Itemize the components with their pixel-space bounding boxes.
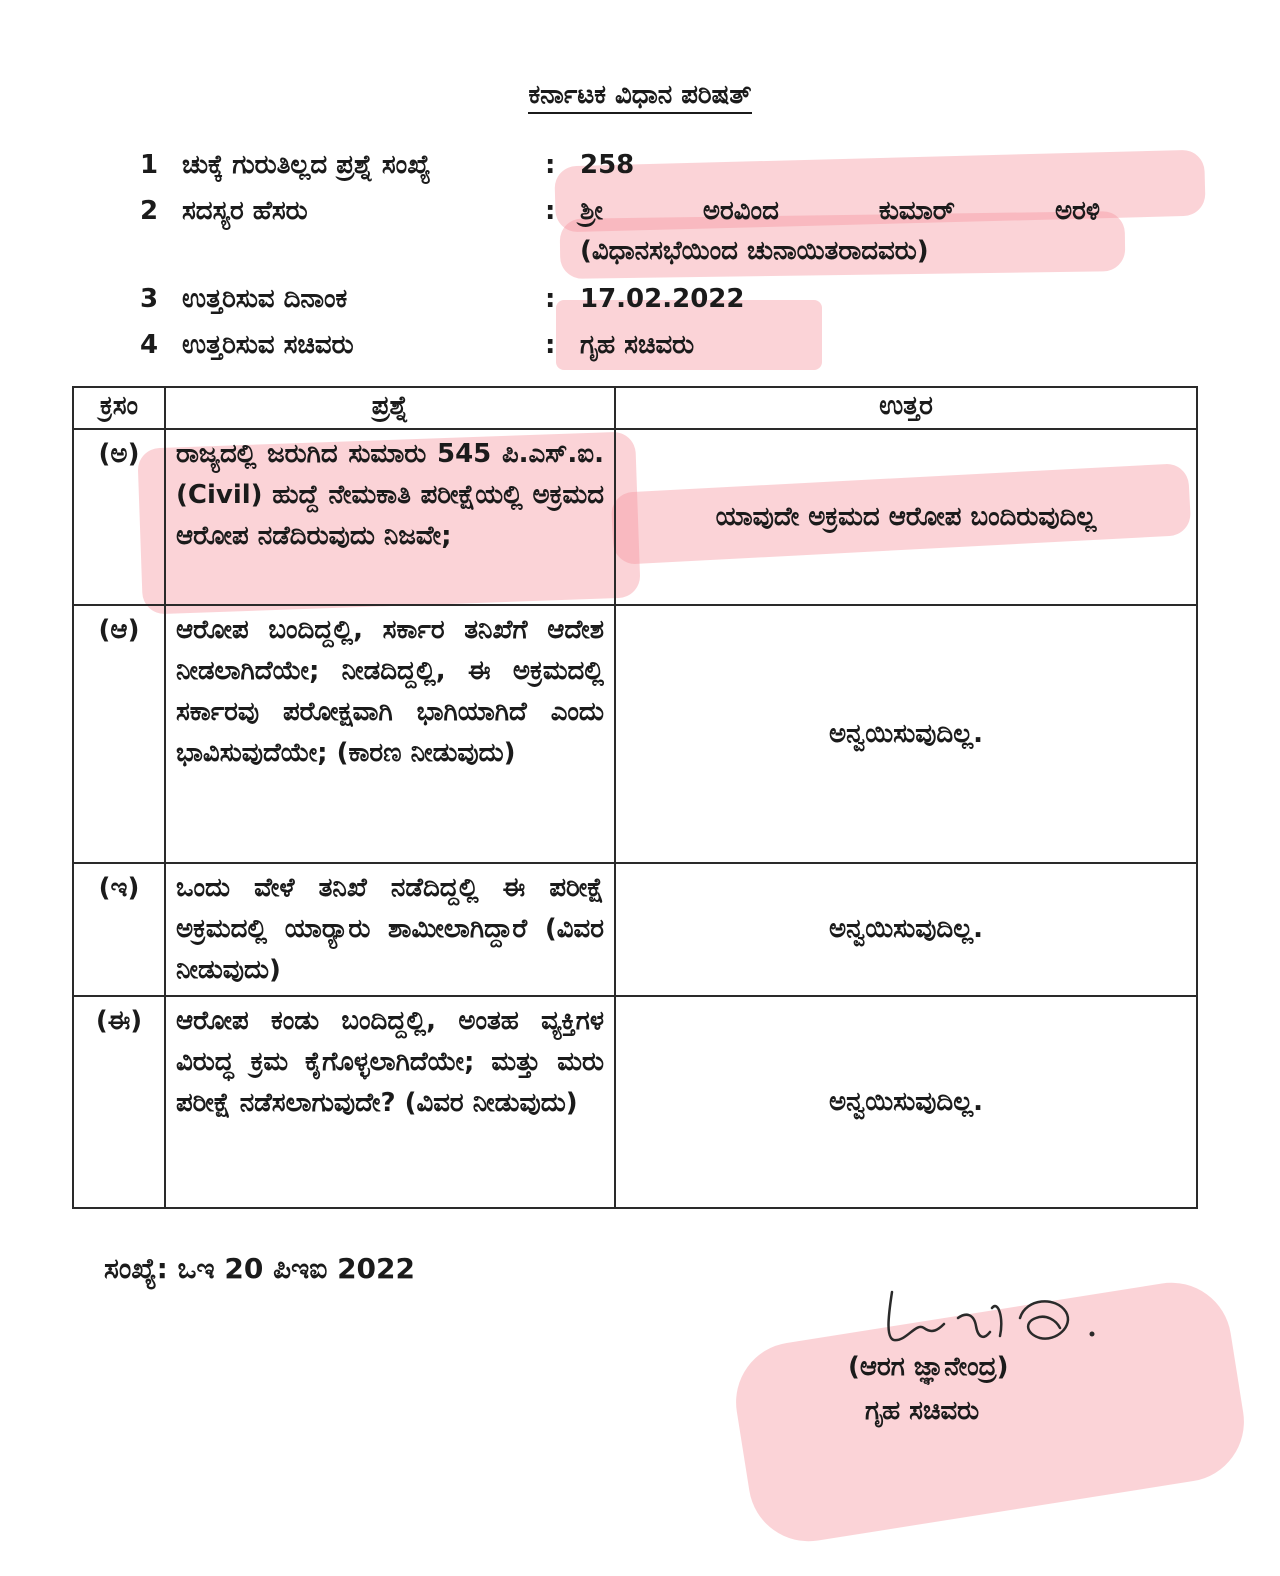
signatory-name: (ಆರಗ ಜ್ಞಾನೇಂದ್ರ) [848,1352,1009,1382]
table-header-row [73,387,1197,429]
member-name-word: ಶ್ರೀ [580,196,603,226]
meta-colon: : [545,196,556,226]
meta-label: ಚುಕ್ಕೆ ಗುರುತಿಲ್ಲದ ಪ್ರಶ್ನೆ ಸಂಖ್ಯೆ [182,150,431,180]
row-question: ಆರೋಪ ಕಂಡು ಬಂದಿದ್ದಲ್ಲಿ, ಅಂತಹ ವ್ಯಕ್ತಿಗಳ ವಿರುದ್ಧ ಕ್ರಮ ಕೈಗೊಳ್ಳಲಾಗಿದೆಯೇ; ಮತ್ತು ಮರು ಪರೀಕ್ಷೆ ನಡೆಸಲಾಗುವುದೇ? (ವಿವರ ನೀಡುವುದು) [165,996,615,1208]
row-question: ಒಂದು ವೇಳೆ ತನಿಖೆ ನಡೆದಿದ್ದಲ್ಲಿ ಈ ಪರೀಕ್ಷೆ ಅಕ್ರಮದಲ್ಲಿ ಯಾರ‍್ಯಾರು ಶಾಮೀಲಾಗಿದ್ದಾರೆ (ವಿವರ ನೀಡುವುದು) [165,863,615,996]
member-name-word: ಅರವಿಂದ [702,196,779,226]
row-serial: (ಅ) [73,429,165,605]
page-title: ಕರ್ನಾಟಕ ವಿಧಾನ ಪರಿಷತ್ [0,80,1280,111]
meta-value: 258 [580,150,635,180]
meta-value: 17.02.2022 [580,284,745,314]
row-answer: ಯಾವುದೇ ಅಕ್ರಮದ ಆರೋಪ ಬಂದಿರುವುದಿಲ್ಲ [615,429,1197,605]
member-name-word: ಕುಮಾರ್ [878,196,955,226]
meta-value: ಗೃಹ ಸಚಿವರು [580,330,695,360]
header-serial: ಕ್ರಸಂ [73,387,165,429]
meta-number: 4 [140,330,159,360]
meta-colon: : [545,284,556,314]
meta-row-member-name [140,196,1140,276]
meta-number: 3 [140,284,159,314]
row-answer: ಅನ್ವಯಿಸುವುದಿಲ್ಲ. [615,863,1197,996]
meta-label: ಸದಸ್ಯರ ಹೆಸರು [182,196,308,226]
member-name [580,196,1100,227]
signatory-designation: ಗೃಹ ಸಚಿವರು [865,1396,980,1426]
meta-row-answer-date [140,284,1140,328]
table-row [73,996,1197,1208]
row-question: ಆರೋಪ ಬಂದಿದ್ದಲ್ಲಿ, ಸರ್ಕಾರ ತನಿಖೆಗೆ ಆದೇಶ ನೀಡಲಾಗಿದೆಯೇ; ನೀಡದಿದ್ದಲ್ಲಿ, ಈ ಅಕ್ರಮದಲ್ಲಿ ಸರ್ಕಾರವು ಪರೋಕ್ಷವಾಗಿ ಭಾಗಿಯಾಗಿದೆ ಎಂದು ಭಾವಿಸುವುದೆಯೇ; (ಕಾರಣ ನೀಡುವುದು) [165,605,615,863]
question-answer-table [72,386,1198,1209]
table-row [73,605,1197,863]
table-row [73,429,1197,605]
row-serial: (ಇ) [73,863,165,996]
row-answer: ಅನ್ವಯಿಸುವುದಿಲ್ಲ. [615,996,1197,1208]
meta-row-minister [140,330,1140,374]
meta-row-question-number [140,150,1140,194]
meta-colon: : [545,330,556,360]
reference-number: ಸಂಖ್ಯೆ: ಒಇ 20 ಪಿಇಐ 2022 [104,1252,416,1285]
meta-label: ಉತ್ತರಿಸುವ ಸಚಿವರು [182,330,354,360]
member-constituency: (ವಿಧಾನಸಭೆಯಿಂದ ಚುನಾಯಿತರಾದವರು) [580,236,929,266]
meta-number: 2 [140,196,159,226]
table-row [73,863,1197,996]
row-serial: (ಆ) [73,605,165,863]
row-serial: (ಈ) [73,996,165,1208]
signature-scribble [880,1278,1110,1358]
row-answer: ಅನ್ವಯಿಸುವುದಿಲ್ಲ. [615,605,1197,863]
header-answer: ಉತ್ತರ [615,387,1197,429]
header-question: ಪ್ರಶ್ನೆ [165,387,615,429]
row-question: ರಾಜ್ಯದಲ್ಲಿ ಜರುಗಿದ ಸುಮಾರು 545 ಪಿ.ಎಸ್.ಐ.(Civil) ಹುದ್ದೆ ನೇಮಕಾತಿ ಪರೀಕ್ಷೆಯಲ್ಲಿ ಅಕ್ರಮದ ಆರೋಪ ನಡೆದಿರುವುದು ನಿಜವೇ; [165,429,615,605]
member-name-word: ಅರಳಿ [1054,196,1100,226]
meta-colon: : [545,150,556,180]
meta-number: 1 [140,150,159,180]
meta-label: ಉತ್ತರಿಸುವ ದಿನಾಂಕ [182,284,348,314]
